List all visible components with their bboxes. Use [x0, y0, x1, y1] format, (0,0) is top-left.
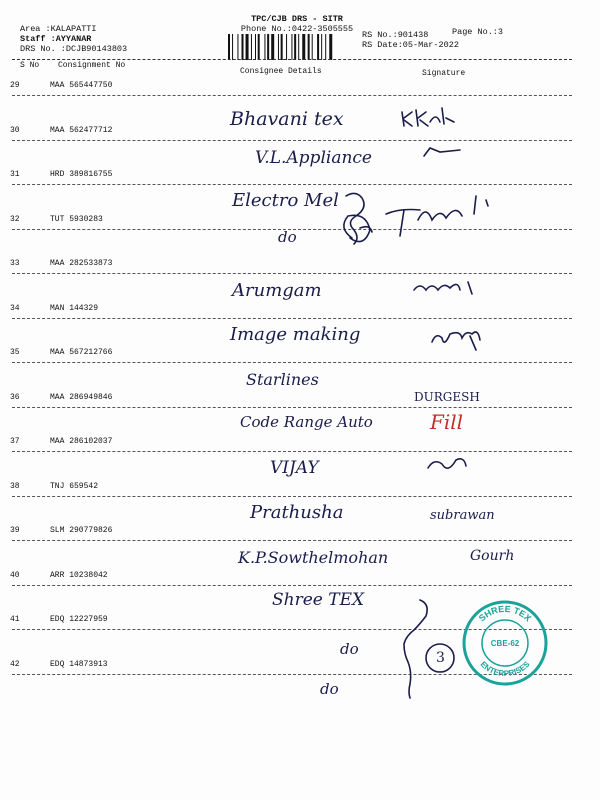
barcode-bar [232, 34, 233, 60]
row-consignment-number: EDQ 14873913 [50, 659, 108, 669]
row-divider [12, 407, 572, 408]
barcode-bar [298, 34, 299, 60]
barcode-bar [286, 34, 287, 60]
row-consignment-number: HRD 389816755 [50, 170, 113, 179]
barcode-bar [294, 34, 296, 60]
row-divider [12, 318, 572, 319]
signature-brace [346, 193, 364, 244]
signature-ellipse [428, 459, 466, 468]
hw-row32: Electro Mel [232, 190, 339, 211]
row-serial-number: 35 [10, 348, 20, 357]
barcode-bar [321, 34, 322, 60]
row-divider [12, 496, 572, 497]
row-divider [12, 540, 572, 541]
barcode-bar [237, 34, 238, 60]
sheet-title: TPC/CJB DRS - SITR [251, 14, 343, 24]
row-divider [12, 184, 572, 185]
stamp-center-text: CBE-62 [490, 639, 520, 648]
hw-row40: Shree TEX [272, 590, 365, 610]
area-label: Area :KALAPATTI [20, 24, 97, 34]
hw-row35: Starlines [246, 370, 319, 389]
row-consignment-number: MAA 562477712 [50, 125, 113, 135]
staff-label: Staff :AYYANAR [20, 34, 92, 44]
barcode-bar [258, 34, 260, 60]
row-consignment-number: TUT 5930283 [50, 214, 103, 224]
barcode [228, 34, 356, 60]
barcode-bar [325, 34, 326, 60]
barcode-bar [264, 34, 265, 60]
barcode-bar [281, 34, 283, 60]
hw-row39: K.P.Sowthelmohan [238, 548, 389, 567]
row-serial-number: 40 [10, 570, 20, 580]
row-divider [12, 451, 572, 452]
signature-tick [424, 148, 460, 156]
rs-date: RS Date:05-Mar-2022 [362, 40, 459, 50]
stamp-bottom-text: ENTERPRISES [478, 659, 532, 679]
hw-row34: Image making [230, 324, 361, 345]
svg-text:ENTERPRISES [479, 659, 532, 678]
page-number: Page No.:3 [452, 27, 504, 37]
signature-kkalr [402, 108, 454, 126]
row-serial-number: 42 [10, 659, 20, 669]
row-serial-number: 38 [10, 481, 20, 491]
barcode-bar [251, 34, 252, 60]
row-consignment-number: MAA 282533873 [50, 259, 113, 268]
stamp-top-text: SHREE TEX [476, 603, 534, 624]
barcode-bar [255, 34, 256, 60]
header-right [362, 30, 459, 50]
barcode-bar [278, 34, 279, 60]
barcode-bar [317, 34, 319, 60]
signature-circle-number: 3 [436, 650, 445, 666]
signature-durgesh: DURGESH [414, 390, 480, 404]
signature-bracket [404, 600, 427, 698]
row-serial-number: 37 [10, 437, 20, 446]
row-divider [12, 362, 572, 363]
row-serial-number: 41 [10, 615, 20, 624]
col-consignment-header: Consignment No [58, 61, 126, 70]
barcode-bar [308, 34, 310, 60]
barcode-bar [246, 34, 249, 60]
row-consignment-number: MAN 144329 [50, 303, 99, 313]
company-stamp [462, 600, 548, 686]
signature-subrawan: subrawan [430, 508, 495, 523]
row-serial-number: 30 [10, 125, 20, 135]
row-consignment-number: MAA 565447750 [50, 81, 113, 90]
header-center [222, 14, 372, 34]
row-consignment-number: MAA 286949846 [50, 392, 113, 402]
barcode-bar [302, 34, 305, 60]
hw-row42: do [320, 680, 339, 698]
col-sno-header: S No [20, 61, 40, 70]
barcode-bar [329, 34, 332, 60]
barcode-bar [242, 34, 244, 60]
row-consignment-number: SLM 290779826 [50, 526, 113, 535]
signature-fill: Fill [430, 410, 464, 434]
hw-row36: Code Range Auto [240, 413, 373, 431]
hw-row30: Bhavani tex [230, 108, 344, 130]
row-consignment-number: TNJ 659542 [50, 481, 99, 491]
signature-arum [414, 282, 472, 294]
header-rule [12, 59, 572, 60]
hw-row32-ditto: do [278, 228, 297, 246]
row-divider [12, 585, 572, 586]
row-divider [12, 273, 572, 274]
signature-image [432, 332, 480, 350]
barcode-bar [267, 34, 269, 60]
row-consignment-number: MAA 567212766 [50, 348, 113, 357]
signature-gourh: Gourh [470, 548, 515, 564]
barcode-bar [228, 34, 230, 60]
drs-number: DRS No. :DCJB90143803 [20, 44, 128, 54]
row-consignment-number: ARR 10238042 [50, 570, 108, 580]
row-consignment-number: EDQ 12227959 [50, 615, 108, 624]
col-signature-header: Signature [422, 69, 466, 78]
signature-thandnai [386, 196, 488, 236]
row-serial-number: 34 [10, 303, 20, 313]
hw-row37: VIJAY [270, 458, 319, 478]
rs-number: RS No.:901438 [362, 30, 429, 40]
row-divider [12, 140, 572, 141]
phone-number: Phone No.:0422-3505555 [240, 24, 354, 34]
hw-row31: V.L.Appliance [255, 148, 372, 168]
hw-row38: Prathusha [250, 502, 344, 523]
row-serial-number: 39 [10, 526, 20, 535]
row-serial-number: 33 [10, 259, 20, 268]
header-left [20, 24, 127, 54]
hw-row33: Arumgam [232, 280, 322, 301]
row-serial-number: 29 [10, 81, 20, 90]
barcode-bar [291, 34, 292, 60]
row-serial-number: 31 [10, 170, 20, 179]
row-serial-number: 36 [10, 392, 20, 402]
row-serial-number: 32 [10, 214, 20, 224]
barcode-bar [312, 34, 313, 60]
barcode-bar [271, 34, 274, 60]
row-divider [12, 95, 572, 96]
row-consignment-number: MAA 286102037 [50, 437, 113, 446]
col-consignee-header: Consignee Details [240, 67, 322, 76]
hw-row41: do [340, 640, 359, 658]
